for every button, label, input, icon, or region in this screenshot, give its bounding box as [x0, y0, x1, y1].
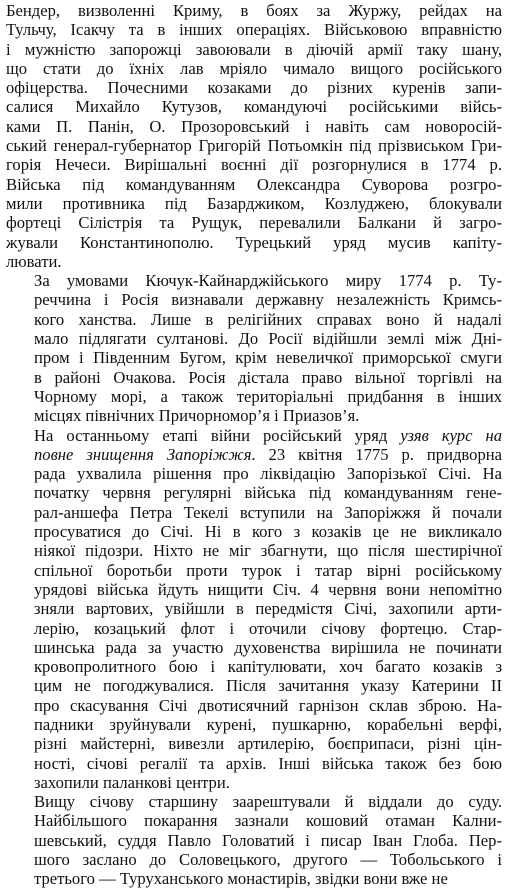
text-run: горія Нечеси. Вирішальні воєнні дії розгорнулися в 1774 р.: [6, 155, 502, 175]
text-run: різні майстерні, вивезли артилерію, боєприпаси, різні цін-: [34, 734, 502, 754]
text-run: пром і Південним Бугом, крім невеличкої приморської смуги: [34, 348, 502, 368]
text-line: [6, 426, 502, 445]
text-line: [6, 406, 502, 425]
text-run: жували Константинополю. Турецький уряд мусив капіту-: [6, 232, 502, 252]
text-run: що стати до їхніх лав мріяло чимало вищого російського: [6, 58, 502, 78]
text-run: рал-аншефа Петра Текелі вступили на Запоріжжя й почали: [34, 502, 502, 522]
text-run: Тульчу, Ісакчу та в інших операціях. Військовою вправністю: [6, 20, 502, 40]
text-run: початку червня регулярні війська під командуванням гене-: [34, 483, 502, 503]
text-line: [6, 850, 502, 869]
text-run: Чорному морі, а також територіальні придбання в інших: [34, 386, 502, 406]
text-line: [6, 329, 502, 348]
text-line: [6, 619, 502, 638]
text-line: [6, 676, 502, 695]
paragraph: [6, 271, 502, 425]
text-run: реччина і Росія визнавали державну незалежність Кримсь-: [34, 290, 502, 310]
text-run: зняли вартових, увійшли в передмістя Січі, захопили арти-: [34, 599, 502, 619]
paragraph: [6, 792, 502, 888]
text-line: [6, 78, 502, 97]
text-run: салися Михайло Кутузов, командуючі російськими війсь-: [6, 97, 502, 117]
text-line: [6, 387, 502, 406]
text-line: [6, 792, 502, 811]
text-line: [6, 1, 502, 20]
text-line: [6, 271, 502, 290]
paragraph: [6, 1, 502, 271]
italic-text: узяв курс на: [400, 425, 502, 445]
text-line: [6, 831, 502, 850]
text-run: третього — Туруханського монастирів, звідки вони вже не: [34, 869, 448, 889]
text-line: [6, 97, 502, 116]
text-line: [6, 40, 502, 59]
text-run: лювати.: [6, 251, 62, 271]
text-line: [6, 194, 502, 213]
text-line: [6, 734, 502, 753]
text-line: [6, 368, 502, 387]
text-run: Бендер, визволенні Криму, в боях за Журжу, рейдах на: [6, 1, 502, 20]
text-run: ніякої підозри. Ніхто не міг збагнути, що після шестирічної: [34, 541, 502, 561]
text-run: падники зруйнували курені, пушкарню, корабельні верфі,: [34, 714, 502, 734]
text-line: [6, 290, 502, 309]
text-line: [6, 541, 502, 560]
text-run: Найбільшого покарання зазнали кошовий отаман Кални-: [34, 811, 502, 831]
text-run: . 23 квітня 1775 р. придворна: [251, 444, 502, 464]
text-line: [6, 522, 502, 541]
text-line: [6, 483, 502, 502]
text-line: [6, 773, 502, 792]
text-line: [6, 869, 502, 888]
text-line: [6, 213, 502, 232]
text-line: [6, 811, 502, 830]
text-line: [6, 580, 502, 599]
text-run: фортеці Сілістрія та Рущук, перевалили Балкани й загро-: [6, 213, 502, 233]
text-line: [6, 155, 502, 174]
text-run: цим не погоджувалися. Після зачитання указу Катерини II: [34, 676, 502, 696]
text-run: шого заслано до Соловецького, другого — Тобольського і: [34, 850, 502, 870]
text-run: захопили паланкові центри.: [34, 772, 230, 792]
text-run: про скасування Січі двотисячний гарнізон склав зброю. На-: [34, 695, 502, 715]
text-line: [6, 310, 502, 329]
text-run: мили противника під Базарджиком, Козлуджею, блокували: [6, 193, 502, 213]
text-line: [6, 20, 502, 39]
text-line: [6, 561, 502, 580]
paragraph: [6, 426, 502, 793]
text-line: [6, 696, 502, 715]
text-run: спільної боротьби проти турок і татар вірні російському: [34, 560, 502, 580]
text-line: [6, 754, 502, 773]
text-line: [6, 503, 502, 522]
text-line: [6, 175, 502, 194]
italic-text: повне знищення Запоріжжя: [34, 444, 252, 464]
text-run: кого ханства. Лише в релігійних справах воно й надалі: [34, 309, 502, 329]
text-run: лерію, козацький флот і оточили січову фортецю. Стар-: [34, 618, 502, 638]
text-run: шевський, суддя Павло Головатий і писар Іван Глоба. Пер-: [34, 830, 502, 850]
text-line: [6, 59, 502, 78]
text-run: місцях північних Причорномор’я і Приазов’я.: [34, 406, 360, 426]
text-run: За умовами Кючук-Кайнарджійського миру 1774 р. Ту-: [34, 271, 502, 291]
text-run: Вищу січову старшину заарештували й віддали до суду.: [34, 792, 502, 812]
text-run: кровопролитного бою і капітулювати, хоч багато козаків з: [34, 657, 502, 677]
text-line: [6, 445, 502, 464]
text-run: ності, січові регалії та архів. Інші війська також без бою: [34, 753, 502, 773]
text-line: [6, 657, 502, 676]
text-run: просуватися до Січі. Ні в кого з козаків це не викликало: [34, 522, 502, 542]
text-line: [6, 233, 502, 252]
text-line: [6, 252, 502, 271]
text-run: мало підлягати султанові. До Росії відійшли землі між Дні-: [34, 329, 502, 349]
text-run: Війська під командуванням Олександра Суворова розгро-: [6, 174, 502, 194]
text-run: ками П. Панін, О. Прозоровський і навіть сам новоросій-: [6, 116, 502, 136]
text-run: урядові війська йдуть нищити Січ. 4 червня вони непомітно: [34, 579, 502, 599]
text-line: [6, 715, 502, 734]
text-line: [6, 117, 502, 136]
text-line: [6, 136, 502, 155]
text-run: офіцерства. Почесними козаками до різних куренів запи-: [6, 78, 502, 98]
text-run: в районі Очакова. Росія дістала право вільної торгівлі на: [34, 367, 502, 387]
text-line: [6, 348, 502, 367]
text-run: рада ухвалила рішення про ліквідацію Запорізької Січі. На: [34, 464, 502, 484]
text-line: [6, 638, 502, 657]
text-line: [6, 599, 502, 618]
text-run: шинська рада за участю духовенства вирішила не починати: [34, 637, 502, 657]
text-run: ський генерал-губернатор Григорій Потьомкін під прізвиськом Гри-: [6, 136, 502, 156]
text-run: і мужністю запорожці завоювали в діючій армії таку шану,: [6, 39, 502, 59]
text-run: На останньому етапі війни російський уряд: [34, 425, 401, 445]
text-line: [6, 464, 502, 483]
